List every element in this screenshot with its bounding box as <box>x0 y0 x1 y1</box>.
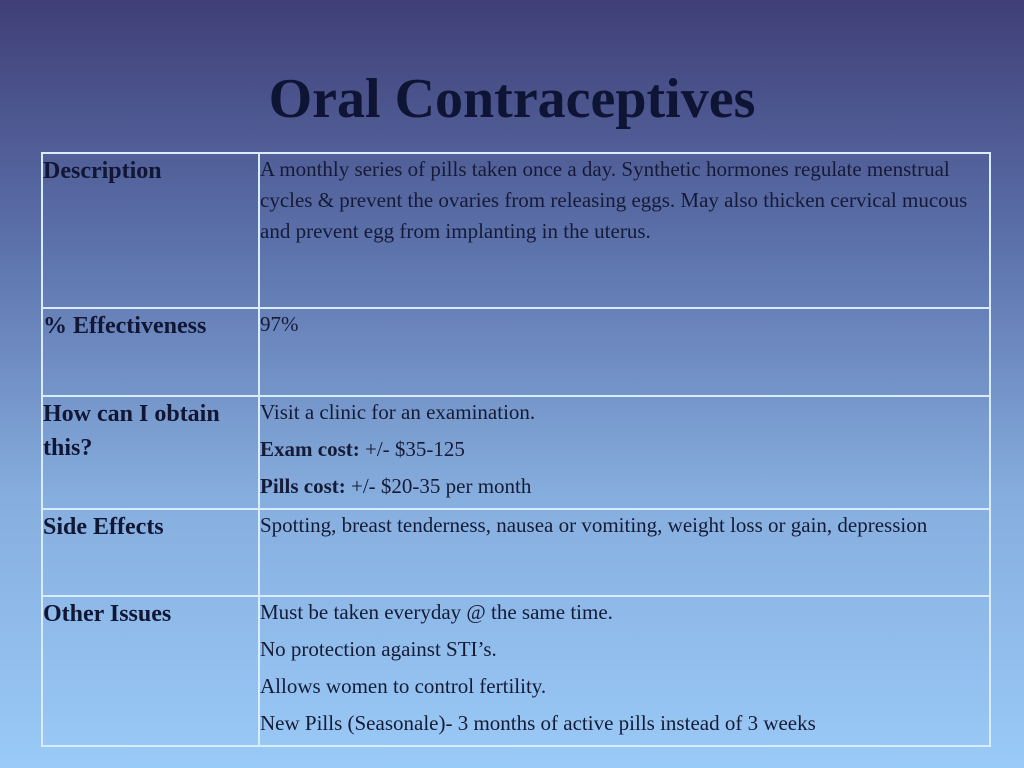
exam-cost-value: +/- $35-125 <box>359 437 465 461</box>
other-issue-line: Allows women to control fertility. <box>260 674 547 698</box>
table-row-effectiveness <box>42 308 990 396</box>
obtain-line-pills-cost <box>260 471 989 502</box>
row-label-obtain: How can I obtain this? <box>42 396 259 509</box>
obtain-line-clinic: Visit a clinic for an examination. <box>260 400 536 424</box>
obtain-line-exam-cost <box>260 434 989 465</box>
pills-cost-label: Pills cost: <box>260 474 346 498</box>
description-text: A monthly series of pills taken once a day. Synthetic hormones regulate menstrual cycles & prevent the ovaries from releasing eggs. May also thicken cervical mucous and prevent egg from implanting in the uterus. <box>260 157 968 243</box>
effectiveness-text: 97% <box>260 312 299 336</box>
side-effects-text: Spotting, breast tenderness, nausea or vomiting, weight loss or gain, depression <box>260 513 928 537</box>
row-label-description: Description <box>42 153 259 308</box>
table-row-side-effects <box>42 509 990 596</box>
row-label-effectiveness: % Effectiveness <box>42 308 259 396</box>
row-value-effectiveness <box>259 308 990 396</box>
row-value-obtain <box>259 396 990 509</box>
table-row-description <box>42 153 990 308</box>
exam-cost-label: Exam cost: <box>260 437 360 461</box>
other-issue-line: No protection against STI’s. <box>260 637 497 661</box>
row-label-side-effects: Side Effects <box>42 509 259 596</box>
row-value-other-issues <box>259 596 990 746</box>
table-row-obtain <box>42 396 990 509</box>
pills-cost-value: +/- $20-35 per month <box>345 474 532 498</box>
table-row-other-issues <box>42 596 990 746</box>
info-table <box>41 152 991 747</box>
row-value-side-effects <box>259 509 990 596</box>
slide-title: Oral Contraceptives <box>268 68 756 130</box>
row-label-other-issues: Other Issues <box>42 596 259 746</box>
other-issue-line: New Pills (Seasonale)- 3 months of active pills instead of 3 weeks <box>260 711 816 735</box>
row-value-description <box>259 153 990 308</box>
other-issue-line: Must be taken everyday @ the same time. <box>260 600 613 624</box>
